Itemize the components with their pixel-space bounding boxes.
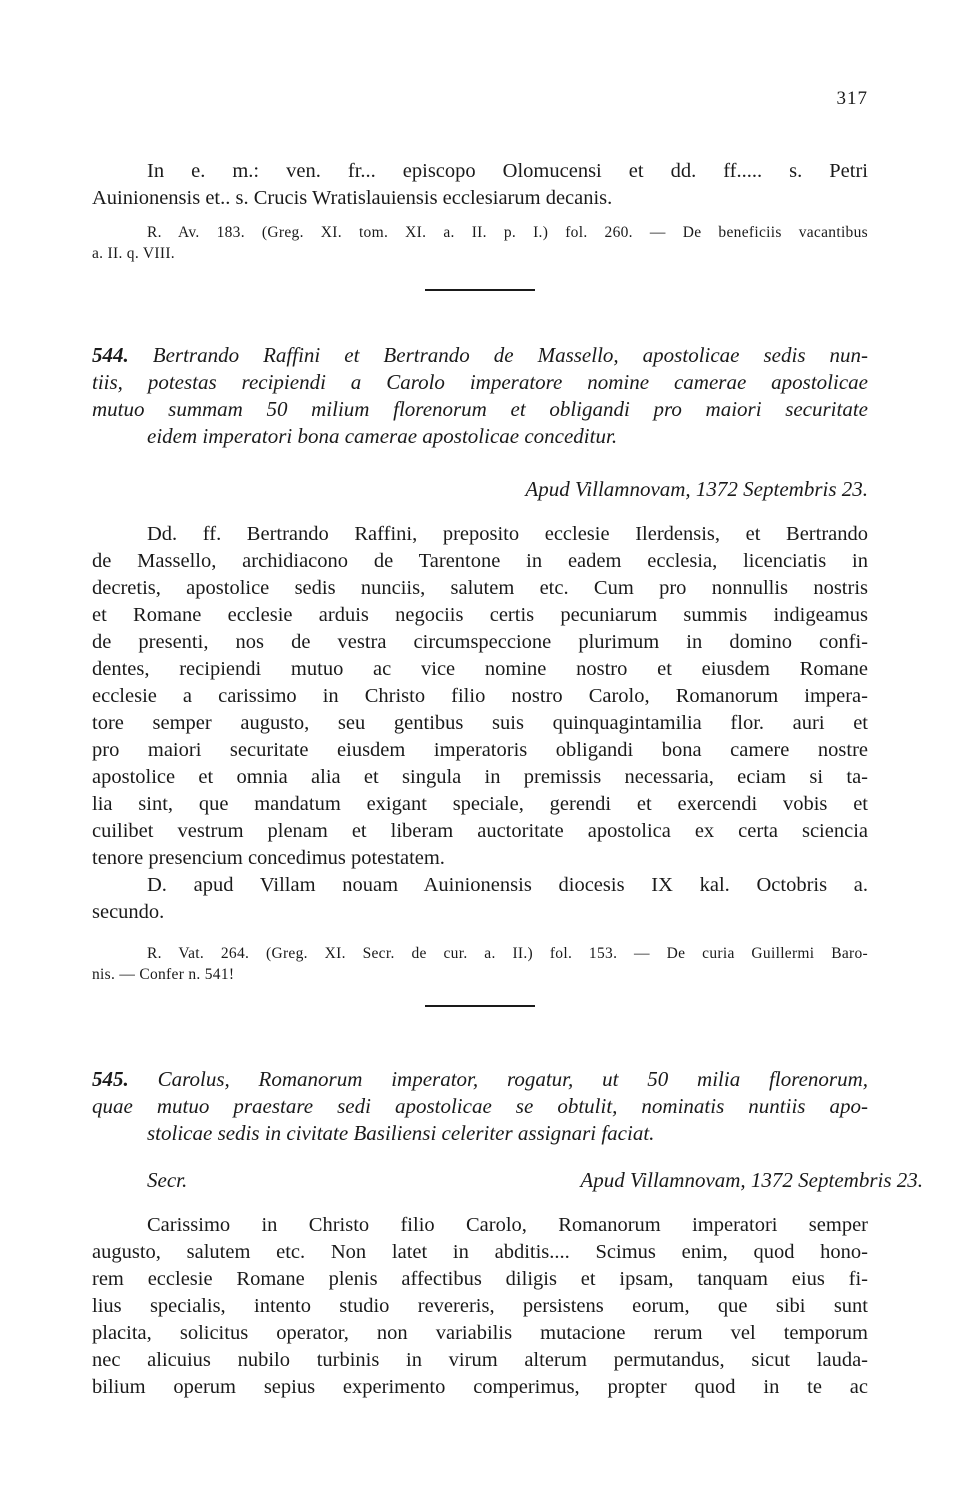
doc545-secr-label: Secr.	[147, 1168, 188, 1192]
doc545-title	[92, 1066, 868, 1147]
separator-rule	[92, 289, 868, 291]
text-line: de Massello, archidiacono de Tarentone in eadem ecclesia, licenciatis in	[92, 550, 868, 572]
doc544-title-line: tiis, potestas recipiendi a Carolo imperatore nomine camerae apostolicae	[92, 370, 868, 394]
text-line: rem ecclesie Romane plenis affectibus diligis et ipsam, tanquam eius fi-	[92, 1268, 868, 1290]
text-line: Dd. ff. Bertrando Raffini, preposito ecclesie Ilerdensis, et Bertrando	[147, 523, 868, 545]
doc544-title	[92, 342, 868, 450]
text-line: tore semper augusto, seu gentibus suis quinquagintamilia flor. auri et	[92, 712, 868, 734]
note-line: R. Vat. 264. (Greg. XI. Secr. de cur. a. II.) fol. 153. — De curia Guillermi Baro-	[147, 945, 868, 962]
doc545-title-line: Carolus, Romanorum imperator, rogatur, ut 50 milia florenorum,	[157, 1067, 868, 1091]
note-line: nis. — Confer n. 541!	[92, 966, 235, 983]
text-line: placita, solicitus operator, non variabilis mutacione rerum vel temporum	[92, 1322, 868, 1344]
doc544-number: 544.	[92, 343, 129, 367]
text-line: ecclesie a carissimo in Christo filio nostro Carolo, Romanorum impera-	[92, 685, 868, 707]
intro-note	[92, 222, 868, 264]
text-line: augusto, salutem etc. Non latet in abditis.... Scimus enim, quod hono-	[92, 1241, 868, 1263]
separator-rule	[92, 1005, 868, 1007]
closing-line: D. apud Villam nouam Auinionensis diocesis IX kal. Octobris a.	[147, 874, 868, 896]
text-line: pro maiori securitate eiusdem imperatoris obligandi bona camere nostre	[92, 739, 868, 761]
text-line: de presenti, nos de vestra circumspeccione plurimum in domino confi-	[92, 631, 868, 653]
doc544-note	[92, 943, 868, 985]
intro-address	[92, 158, 868, 212]
intro-line: Auinionensis et.. s. Crucis Wratislauiensis ecclesiarum decanis.	[92, 187, 613, 209]
doc545-title-line: quae mutuo praestare sedi apostolicae se obtulit, nominatis nuntiis apo-	[92, 1094, 868, 1118]
text-line: et Romane ecclesie arduis negociis certis pecuniarum summis indigeamus	[92, 604, 868, 626]
text-line: apostolice et omnia alia et singula in premissis necessaria, eciam si ta-	[92, 766, 868, 788]
text-line: bilium operum sepius experimento comperimus, propter quod in te ac	[92, 1376, 868, 1398]
doc545-dateline-row	[92, 1168, 945, 1193]
text-line: lius specialis, intento studio revereris, persistens eorum, que sibi sunt	[92, 1295, 868, 1317]
closing-line: secundo.	[92, 901, 165, 923]
text-line: tenore presencium concedimus potestatem.	[92, 847, 445, 869]
note-line: R. Av. 183. (Greg. XI. tom. XI. a. II. p. I.) fol. 260. — De beneficiis vacantibus	[147, 224, 868, 241]
doc544-text	[92, 521, 868, 926]
text-line: lia sint, que mandatum exigant speciale, gerendi et exercendi vobis et	[92, 793, 868, 815]
doc545-title-line: stolicae sedis in civitate Basiliensi celeriter assignari faciat.	[147, 1121, 655, 1145]
text-line: Carissimo in Christo filio Carolo, Romanorum imperatori semper	[147, 1214, 868, 1236]
text-line: decretis, apostolice sedis nunciis, salutem etc. Cum pro nonnullis nostris	[92, 577, 868, 599]
doc544-dateline: Apud Villamnovam, 1372 Septembris 23.	[525, 477, 868, 501]
text-line: nec alicuius nubilo turbinis in virum alterum permutandus, sicut lauda-	[92, 1349, 868, 1371]
doc544-title-line: Bertrando Raffini et Bertrando de Massello, apostolicae sedis nun-	[152, 343, 869, 367]
note-line: a. II. q. VIII.	[92, 245, 175, 262]
text-line: cuilibet vestrum plenam et liberam auctoritate apostolica ex certa sciencia	[92, 820, 868, 842]
intro-line: In e. m.: ven. fr... episcopo Olomucensi et dd. ff..... s. Petri	[147, 160, 868, 182]
doc545-dateline: Apud Villamnovam, 1372 Septembris 23.	[580, 1168, 923, 1192]
doc544-title-line: mutuo summam 50 milium florenorum et obligandi pro maiori securitate	[92, 397, 868, 421]
doc545-number: 545.	[92, 1067, 129, 1091]
doc545-text	[92, 1212, 868, 1401]
page-number: 317	[836, 88, 868, 109]
text-line: dentes, recipiendi mutuo ac vice nomine nostro et eiusdem Romane	[92, 658, 868, 680]
doc544-title-line: eidem imperatori bona camerae apostolicae conceditur.	[147, 424, 618, 448]
